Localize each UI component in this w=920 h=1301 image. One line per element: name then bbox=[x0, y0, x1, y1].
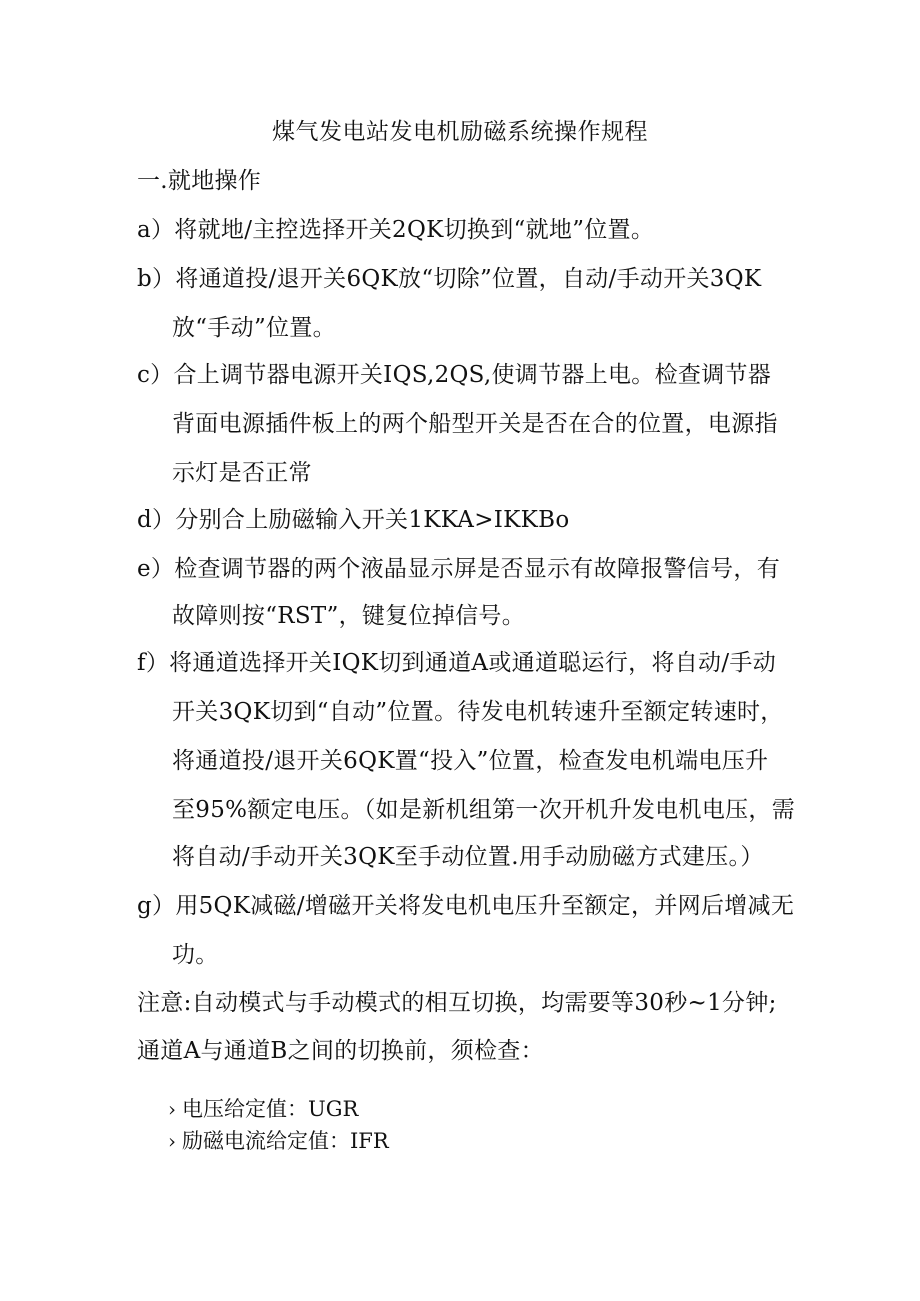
bullet-icon: › bbox=[168, 1097, 176, 1121]
item-a-line-1: a）将就地/主控选择开关2QK切换到“就地”位置。 bbox=[137, 217, 655, 243]
item-f-line-3: 将通道投/退开关6QK置“投入”位置，检查发电机端电压升 bbox=[172, 748, 769, 774]
item-b-line-2: 放“手动”位置。 bbox=[172, 315, 336, 341]
item-f-line-4: 至95%额定电压。（如是新机组第一次开机升发电机电压，需 bbox=[172, 797, 796, 823]
item-c-line-3: 示灯是否正常 bbox=[172, 460, 312, 486]
item-b-line-1: b）将通道投/退开关6QK放“切除”位置，自动/手动开关3QK bbox=[137, 266, 762, 292]
check-item-2-text: 励磁电流给定值：IFR bbox=[182, 1129, 389, 1153]
item-g-line-1: g）用5QK减磁/增磁开关将发电机电压升至额定，并网后增减无 bbox=[137, 893, 795, 919]
item-e-line-1: e）检查调节器的两个液晶显示屏是否显示有故障报警信号，有 bbox=[137, 556, 781, 582]
item-g-line-2: 功。 bbox=[172, 942, 219, 968]
item-d-line-1: d）分别合上励磁输入开关1KKA>IKKBo bbox=[137, 507, 570, 533]
item-f-line-2: 开关3QK切到“自动”位置。待发电机转速升至额定转速时， bbox=[172, 699, 784, 725]
note-line-1: 注意:自动模式与手动模式的相互切换，均需要等30秒~1分钟; bbox=[137, 990, 777, 1016]
item-e-line-2: 故障则按“RST”，键复位掉信号。 bbox=[172, 603, 526, 629]
item-c-line-1: c）合上调节器电源开关IQS,2QS,使调节器上电。检查调节器 bbox=[137, 362, 772, 388]
item-f-line-5: 将自动/手动开关3QK至手动位置.用手动励磁方式建压。） bbox=[172, 844, 764, 870]
check-item-2 bbox=[168, 1126, 389, 1156]
item-f-line-1: f）将通道选择开关IQK切到通道A或通道聪运行，将自动/手动 bbox=[137, 650, 776, 676]
check-item-1 bbox=[168, 1094, 358, 1124]
section-heading: 一.就地操作 bbox=[137, 168, 262, 194]
item-c-line-2: 背面电源插件板上的两个船型开关是否在合的位置，电源指 bbox=[172, 411, 778, 437]
check-item-1-text: 电压给定值：UGR bbox=[182, 1097, 359, 1121]
note-line-2: 通道A与通道B之间的切换前，须检查： bbox=[137, 1038, 544, 1064]
bullet-icon: › bbox=[168, 1129, 176, 1153]
page-title: 煤气发电站发电机励磁系统操作规程 bbox=[272, 119, 648, 145]
